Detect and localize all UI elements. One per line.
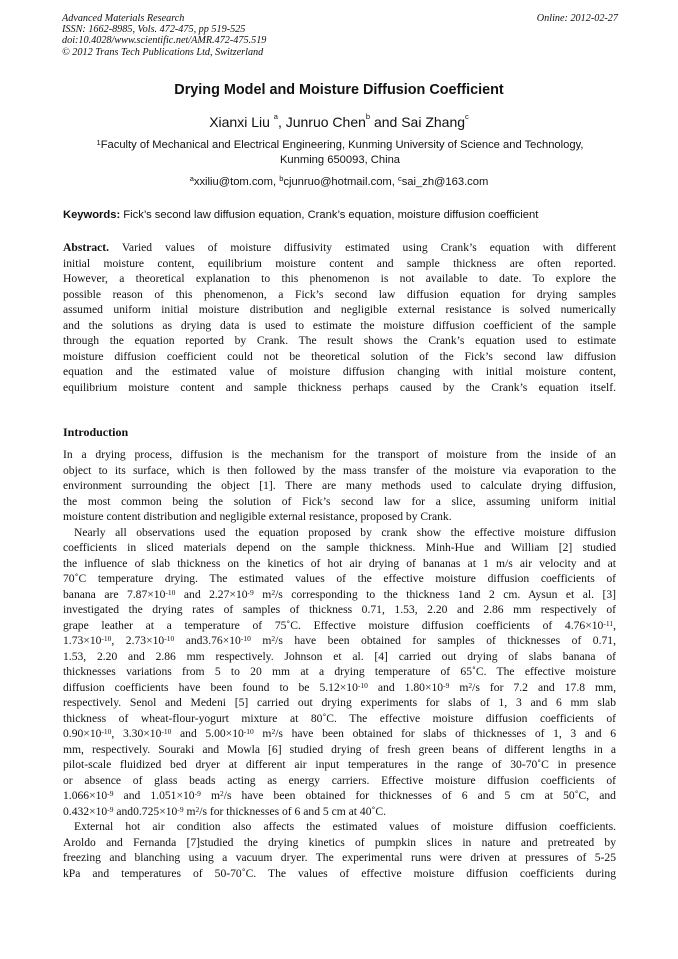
exponent: -11	[603, 618, 614, 628]
intro-line: Nearly all observations used the equation proposed by crank show the effective moisture diffusion	[74, 525, 616, 539]
intro-line: respectively. Senol and Medeni [5] carried out drying experiments for slabs of 1, 3 and 6 mm slab	[63, 696, 616, 709]
text-run: 1.73×10	[63, 634, 102, 647]
intro-line: 70˚C temperature drying. The estimated values of the effective moisture diffusion coefficients of	[63, 572, 616, 585]
abstract-line: equation and the estimated value of moisture diffusion changing with initial moisture content,	[63, 365, 616, 378]
exponent: -10	[357, 680, 368, 690]
text-run: and 5.00×10	[171, 727, 244, 740]
text-run: /s have been obtained for slabs of thicknesses of 1, 3 and 6	[275, 727, 616, 740]
introduction-body	[63, 447, 616, 881]
text-run: and 1.80×10	[367, 680, 444, 694]
text-run: , 2.73×10	[111, 634, 165, 647]
intro-line: thicknesses variations from 5 to 20 mm at a drying temperature of 65˚C. The effective moisture	[63, 665, 616, 678]
author-2: , Junruo Chen	[277, 114, 366, 130]
affiliation-sup: 1	[96, 138, 101, 147]
email-b-sup: b	[279, 174, 284, 183]
intro-line: External hot air condition also affects the estimated values of moisture diffusion coefficients.	[74, 820, 616, 833]
abstract-line: assumed uniform initial moisture distribution and negligible external resistance is solved numerically	[63, 303, 616, 316]
abstract-line: through the equation reported by Crank. The result shows the Crank’s equation used to estimate	[63, 334, 616, 347]
intro-line: 1.53, 2.20 and 2.86 mm respectively. Johnson et al. [4] carried out drying of slabs banana of	[63, 649, 616, 663]
email-c: sai_zh@163.com	[401, 176, 489, 188]
paper-title: Drying Model and Moisture Diffusion Coefficient	[174, 82, 504, 98]
text-run: and 1.051×10	[113, 789, 195, 802]
text-run: m	[253, 727, 272, 740]
text-run: and 2.27×10	[175, 587, 248, 601]
exponent: -9	[107, 789, 114, 798]
intro-line: In a drying process, diffusion is the mechanism for the transport of moisture from the inside of an	[63, 448, 616, 461]
text-run: /s have been obtained for thicknesses of 6 and 5 cm at 50˚C, and	[223, 789, 616, 802]
intro-line: Aroldo and Fernanda [7]studied the drying kinetics of pumpkin slices in nature and pretreated by	[63, 835, 616, 849]
intro-line	[63, 618, 616, 634]
text-run: ,	[613, 618, 616, 632]
abstract-label: Abstract.	[63, 241, 110, 254]
abstract-line	[63, 240, 616, 256]
intro-line: mm, respectively. Souraki and Mowla [6] studied drying of fresh green beans of different lengths in a	[63, 742, 616, 756]
abstract-line: and the solutions as drying data is used to estimate the moisture diffusion coefficient of the sample	[63, 318, 616, 332]
doi-line: doi:10.4028/www.scientific.net/AMR.472-475.519	[62, 35, 267, 47]
intro-line: moisture content distribution and negligible external resistance, proposed by Crank.	[63, 510, 452, 523]
abstract-line: initial moisture content, equilibrium moisture content and sample thickness are often reported.	[63, 256, 616, 270]
intro-line	[63, 633, 616, 649]
intro-line: or absence of glass beads acting as energy carriers. Effective moisture diffusion coefficients of	[63, 773, 616, 787]
author-emails	[0, 176, 678, 188]
intro-line: the most common being the solution of Fick’s second law for a slice, assuming uniform initial	[63, 494, 616, 508]
intro-line	[63, 726, 616, 742]
email-a: xxiliu@tom.com,	[193, 176, 280, 188]
email-b: cjunruo@hotmail.com,	[283, 176, 398, 188]
keywords	[63, 209, 619, 221]
intro-line: pilot-scale fluidized bed dryer at different air input temperatures in the range of 30-70˚C in presence	[63, 758, 616, 771]
text-run: and3.76×10	[174, 634, 241, 647]
online-date: Online: 2012-02-27	[536, 13, 618, 24]
abstract-line: possible reason of this phenomenon, a Fick’s second law diffusion equation for drying samples	[63, 287, 616, 301]
text-run: /s for thicknesses of 6 and 5 cm at 40˚C.	[199, 804, 387, 818]
author-1-sup: a	[273, 112, 278, 121]
text-run: banana are 7.87×10	[63, 587, 166, 601]
exponent: -9	[107, 804, 114, 814]
intro-line: freezing and blanching using a vacuum dryer. The experimental runs were driven at pressures of 5-25	[63, 851, 616, 864]
exponent: -10	[240, 634, 251, 643]
exponent: 2	[219, 789, 224, 798]
exponent: 2	[271, 634, 276, 643]
exponent: -9	[177, 804, 184, 814]
issn-line: ISSN: 1662-8985, Vols. 472-475, pp 519-525	[62, 24, 246, 36]
journal-header	[62, 13, 618, 58]
text-run: 0.432×10	[63, 804, 108, 818]
exponent: -9	[443, 680, 450, 690]
abstract-text: Varied values of moisture diffusivity estimated using Crank’s equation with different	[109, 241, 616, 254]
author-3-sup: c	[465, 112, 469, 121]
intro-line	[63, 680, 616, 696]
intro-line	[63, 587, 616, 603]
intro-line: kPa and temperatures of 50-70˚C. The values of effective moisture diffusion coefficients during	[63, 866, 616, 880]
author-3: and Sai Zhang	[370, 114, 466, 130]
exponent: 2	[271, 587, 276, 597]
text-run: 0.90×10	[63, 727, 102, 740]
text-run: m	[449, 680, 469, 694]
intro-line: thickness of wheat-flour-yogurt mixture at 80˚C. The effective moisture diffusion coefficients of	[63, 711, 616, 725]
text-run: m	[253, 587, 272, 601]
intro-line: investigated the drying rates of samples of thickness 0.71, 1.53, 2.20 and 2.86 mm respectively of	[63, 603, 616, 616]
text-run: /s have been obtained for samples of thicknesses of 0.71,	[275, 634, 616, 647]
author-2-sup: b	[365, 112, 371, 121]
email-c-sup: c	[397, 174, 402, 183]
intro-line	[63, 788, 616, 804]
intro-line	[63, 804, 616, 820]
author-1: Xianxi Liu	[209, 114, 274, 130]
abstract	[63, 240, 616, 395]
exponent: -10	[101, 634, 112, 643]
exponent: -10	[101, 727, 112, 736]
text-run: 1.066×10	[63, 789, 108, 802]
exponent: -10	[161, 727, 172, 736]
exponent: 2	[271, 727, 276, 736]
exponent: -9	[247, 587, 254, 597]
exponent: 2	[195, 804, 200, 814]
text-run: m	[200, 789, 220, 802]
text-run: diffusion coefficients have been found to be 5.12×10	[63, 680, 358, 694]
text-run: /s for 7.2 and 17.8 mm,	[472, 680, 616, 694]
keywords-label: Keywords:	[63, 209, 121, 221]
intro-line: the influence of slab thickness on the kinetics of hot air drying of bananas at 1 m/s air velocity and at	[63, 556, 616, 570]
exponent: -10	[164, 634, 175, 643]
exponent: 2	[468, 680, 473, 690]
intro-line: coefficients in sliced materials depend on the sample thickness. Minh-Hue and William [2] studied	[63, 541, 616, 554]
keywords-text: Fick’s second law diffusion equation, Crank’s equation, moisture diffusion coefficient	[120, 209, 539, 221]
email-a-sup: a	[189, 174, 194, 183]
intro-line: object to its surface, which is then followed by the mass transfer of the moisture via evaporation to the	[63, 463, 616, 477]
affiliation	[66, 138, 614, 167]
abstract-line: moisture diffusion coefficient could not be theoretical solution of the Fick’s second law diffusion	[63, 349, 616, 363]
abstract-line: equilibrium moisture content and sample thickness perhaps caused by the Crank’s equation itself.	[63, 380, 616, 394]
journal-name: Advanced Materials Research	[62, 13, 185, 24]
text-run: /s corresponding to the thickness 1and 2 cm. Aysun et al. [3]	[275, 587, 616, 601]
exponent: -10	[165, 587, 176, 597]
exponent: -9	[194, 789, 201, 798]
section-heading-introduction: Introduction	[63, 425, 129, 439]
author-list	[0, 114, 678, 130]
text-run: and0.725×10	[113, 804, 178, 818]
affiliation-line-2: Kunming 650093, China	[279, 153, 401, 166]
text-run: , 3.30×10	[111, 727, 162, 740]
text-run: grape leather at a temperature of 75˚C. Effective moisture diffusion coefficients of 4.76×10	[63, 618, 604, 632]
text-run: m	[183, 804, 196, 818]
affiliation-line-1: Faculty of Mechanical and Electrical Engineering, Kunming University of Science and Technology,	[100, 139, 584, 151]
abstract-line: However, a theoretical explanation to this phenomenon is not available to date. To explore the	[63, 272, 616, 285]
copyright-line: © 2012 Trans Tech Publications Ltd, Switzerland	[62, 46, 264, 58]
exponent: -10	[243, 727, 254, 736]
intro-line: environment surrounding the object [1]. There are many methods used to calculate drying diffusion,	[63, 479, 616, 492]
text-run: m	[250, 634, 272, 647]
